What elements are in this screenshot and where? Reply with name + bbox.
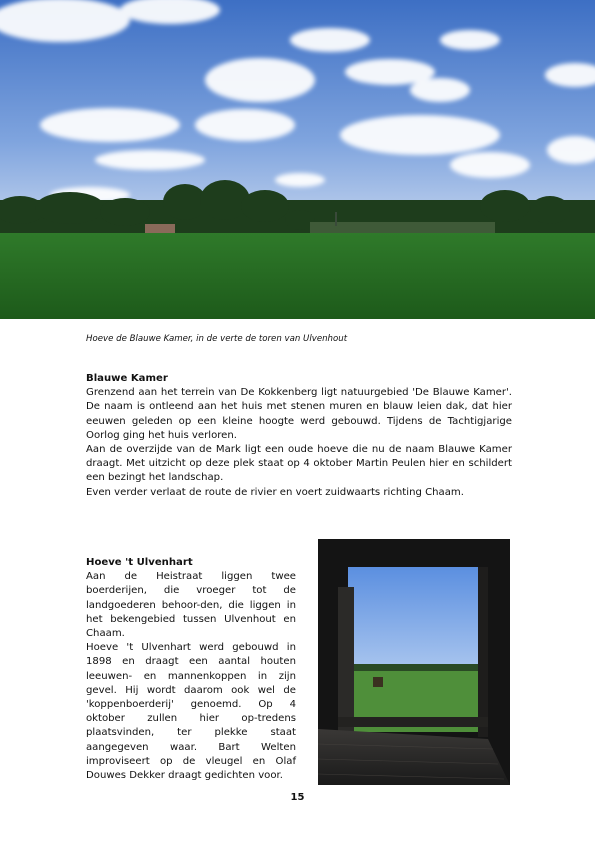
paragraph: Even verder verlaat de route de rivier en voert zuidwaarts richting Chaam. [86,486,464,498]
paragraph: Hoeve 't Ulvenhart werd gebouwd in 1898 en draagt een aantal houten leeuwen- en mannenkoppen in zijn gevel. Hij wordt daarom ook wel de 'koppenboerderij' genoemd. Op 4 oktober zullen hier op-tredens plaatsvinden, ter plekke staat aangegeven waar. Bart Welten improviseert op de vleugel en Olaf Douwes Dekker draagt gedichten voor. [86,642,296,782]
photo-caption: Hoeve de Blauwe Kamer, in de verte de toren van Ulvenhout [86,334,348,344]
landscape-photo [0,0,595,319]
section-blauwe-kamer [86,372,512,500]
paragraph: Grenzend aan het terrein van De Kokkenberg ligt natuurgebied 'De Blauwe Kamer'. De naam is ontleend aan het huis met stenen muren en blauw leien dak, dat hier eeuwen geleden op een kleine hoogte werd gebouwd. Tijdens de Tachtigjarige Oorlog ging het huis verloren. [86,387,512,441]
paragraph: Aan de Heistraat liggen twee boerderijen, die vroeger tot de landgoederen behoor-den, die liggen in het bekengebied tussen Ulvenhout en Chaam. [86,571,296,640]
section-title: Hoeve 't Ulvenhart [86,557,193,568]
page-number: 15 [290,792,305,803]
section-title: Blauwe Kamer [86,373,168,384]
paragraph: Aan de overzijde van de Mark ligt een oude hoeve die nu de naam Blauwe Kamer draagt. Met uitzicht op deze plek staat op 4 oktober Martin Peulen hier en schildert een bezingt het landschap. [86,444,512,484]
section-hoeve-ulvenhart [86,556,296,783]
window-view-photo [318,539,510,785]
